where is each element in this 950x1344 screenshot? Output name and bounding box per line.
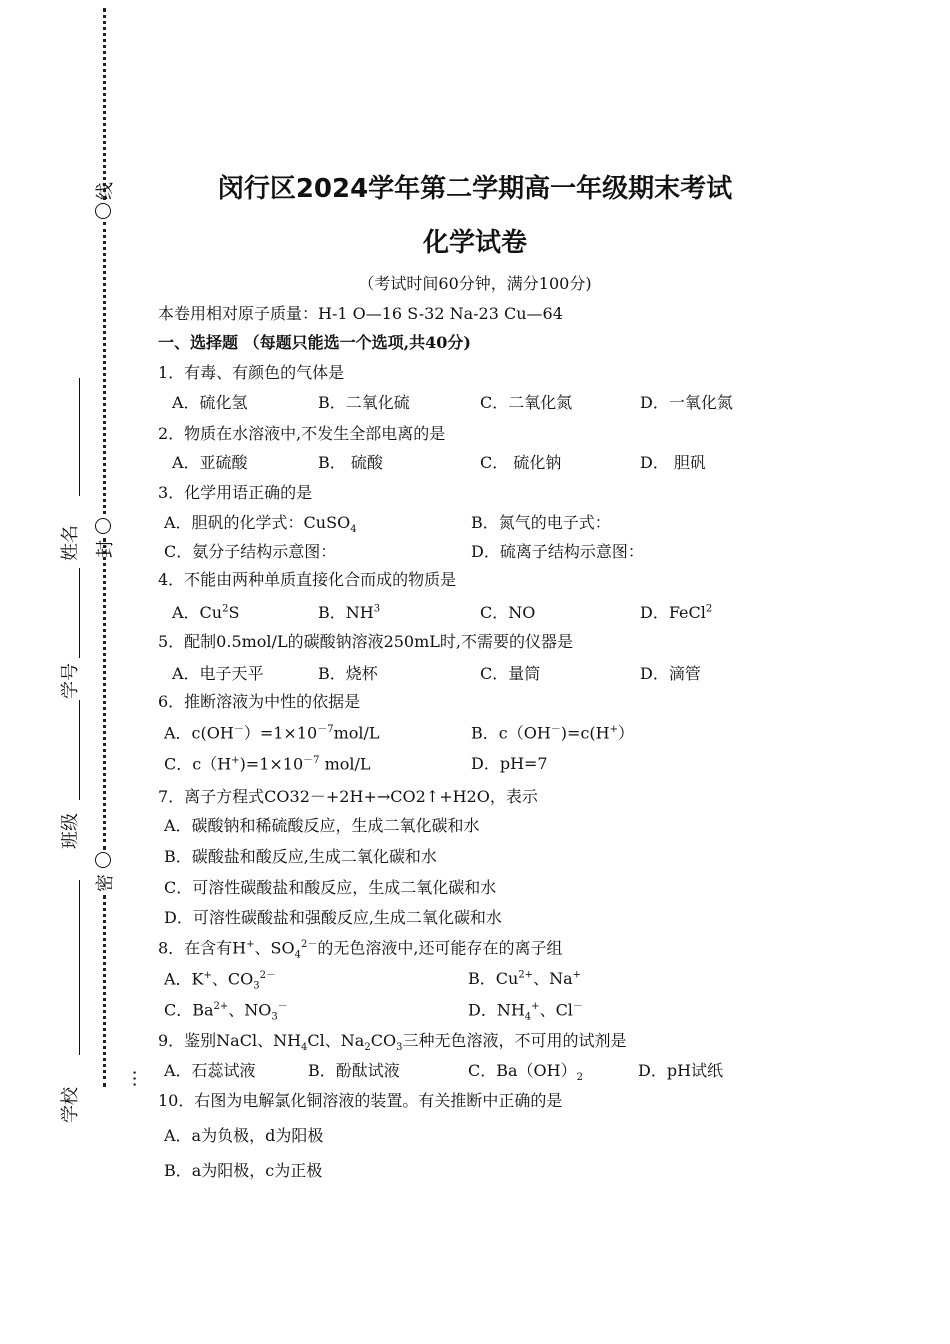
- q1-stem: 1．有毒、有颜色的气体是: [158, 363, 345, 382]
- q4-option-a: A．Cu$^2$S: [172, 603, 240, 622]
- q1-option-d: D．一氧化氮: [640, 393, 733, 412]
- q8-option-d: D．$NH_4^+$、Cl－: [468, 1000, 583, 1023]
- q7-option-d: D．可溶性碳酸盐和强酸反应,生成二氧化碳和水: [164, 908, 502, 927]
- exam-title: 闵行区2024学年第二学期高一年级期末考试: [217, 174, 733, 204]
- school-fill-line: [79, 880, 80, 1055]
- secret-label: 密: [95, 874, 116, 892]
- q9-option-d: D．pH试纸: [638, 1061, 724, 1080]
- q8-stem: 8．在含有H+、$SO_4^{2-}$的无色溶液中,还可能存在的离子组: [158, 938, 563, 961]
- school-label: 学校: [60, 1087, 81, 1123]
- q2-stem: 2．物质在水溶液中,不发生全部电离的是: [158, 424, 446, 443]
- class-label: 班级: [60, 813, 81, 849]
- q3-option-b: B．氮气的电子式：: [471, 513, 611, 532]
- q9-option-b: B．酚酞试液: [308, 1061, 400, 1080]
- q5-stem: 5．配制0.5mol/L的碳酸钠溶液250mL时,不需要的仪器是: [158, 632, 573, 651]
- q2-option-c: C． 硫化钠: [480, 453, 562, 472]
- q6-option-b: B．c（OH－)=c(H+）: [471, 723, 635, 743]
- q7-option-b: B．碳酸盐和酸反应,生成二氧化碳和水: [164, 847, 437, 866]
- class-fill-line: [79, 700, 80, 800]
- q4-option-d: D．FeCl$^2$: [640, 603, 713, 622]
- q3-option-a: A．胆矾的化学式：CuSO$_4$: [164, 513, 357, 536]
- seal-label: 封: [95, 540, 116, 558]
- section-title: 一、选择题 （每题只能选一个选项,共40分): [158, 333, 471, 352]
- exam-info: （考试时间60分钟，满分100分): [358, 274, 592, 293]
- q3-stem: 3．化学用语正确的是: [158, 483, 313, 502]
- q8-option-c: C．$Ba^{2+}$、$NO_3^-$: [164, 1000, 288, 1023]
- binding-dotted-line: [103, 222, 106, 514]
- q8-option-a: A．K+、$CO_3^{2-}$: [164, 969, 277, 992]
- q9-option-c: C．$Ba(OH)_2$: [468, 1061, 583, 1084]
- q9-option-a: A．石蕊试液: [164, 1061, 256, 1080]
- q10-stem: 10．右图为电解氯化铜溶液的装置。有关推断中正确的是: [158, 1091, 563, 1110]
- q7-stem: 7．离子方程式CO32－+2H+→CO2↑+H2O，表示: [158, 787, 538, 806]
- line-circle-icon: [95, 203, 111, 219]
- q3-option-d: D．硫离子结构示意图：: [471, 542, 644, 561]
- q5-option-b: B．烧杯: [318, 664, 378, 683]
- q4-option-c: C．NO: [480, 603, 536, 622]
- q9-stem: 9．鉴别NaCl、$NH_4Cl$、$Na_2CO_3$三种无色溶液，不可用的试剂是: [158, 1031, 627, 1054]
- q4-stem: 4．不能由两种单质直接化合而成的物质是: [158, 570, 457, 589]
- q5-option-c: C．量筒: [480, 664, 541, 683]
- q2-option-b: B． 硫酸: [318, 453, 383, 472]
- q4-option-b: B．$NH^3$: [318, 603, 381, 622]
- secret-circle-icon: [95, 852, 111, 868]
- q3-option-c: C．氨分子结构示意图：: [164, 542, 337, 561]
- name-fill-line: [79, 378, 80, 496]
- q1-option-a: A．硫化氢: [172, 393, 248, 412]
- student-no-label: 学号: [60, 663, 81, 699]
- atomic-mass: 本卷用相对原子质量：H-1 O—16 S-32 Na-23 Cu—64: [158, 304, 563, 323]
- q5-option-d: D．滴管: [640, 664, 701, 683]
- q2-option-d: D． 胆矾: [640, 453, 706, 472]
- student-no-fill-line: [79, 568, 80, 658]
- exam-subtitle: 化学试卷: [422, 228, 527, 258]
- q8-option-b: B．$Cu^{2+}$、Na+: [468, 969, 581, 988]
- q7-option-c: C．可溶性碳酸盐和酸反应，生成二氧化碳和水: [164, 878, 497, 897]
- q5-option-a: A．电子天平: [172, 664, 264, 683]
- q6-stem: 6．推断溶液为中性的依据是: [158, 692, 361, 711]
- q2-option-a: A．亚硫酸: [172, 453, 248, 472]
- q7-option-a: A．碳酸钠和稀硫酸反应，生成二氧化碳和水: [164, 816, 480, 835]
- q6-option-d: D．pH=7: [471, 754, 548, 773]
- q10-option-a: A．a为负极，d为阳极: [164, 1126, 324, 1145]
- name-label: 姓名: [60, 525, 81, 561]
- seal-circle-icon: [95, 518, 111, 534]
- q6-option-a: A．$c(OH^-)=1\times 10^{-7}mol/L$: [164, 723, 380, 743]
- q6-option-c: C．$c(H^+)=1\times 10^{-7}$ mol/L: [164, 754, 371, 774]
- q10-option-b: B．a为阳极，c为正极: [164, 1161, 323, 1180]
- margin-ellipsis: …: [119, 1069, 141, 1088]
- binding-dotted-line: [103, 895, 106, 1087]
- q1-option-b: B．二氧化硫: [318, 393, 410, 412]
- binding-dotted-line: [103, 538, 106, 850]
- q1-option-c: C．二氧化氮: [480, 393, 573, 412]
- line-label: 线: [95, 182, 116, 200]
